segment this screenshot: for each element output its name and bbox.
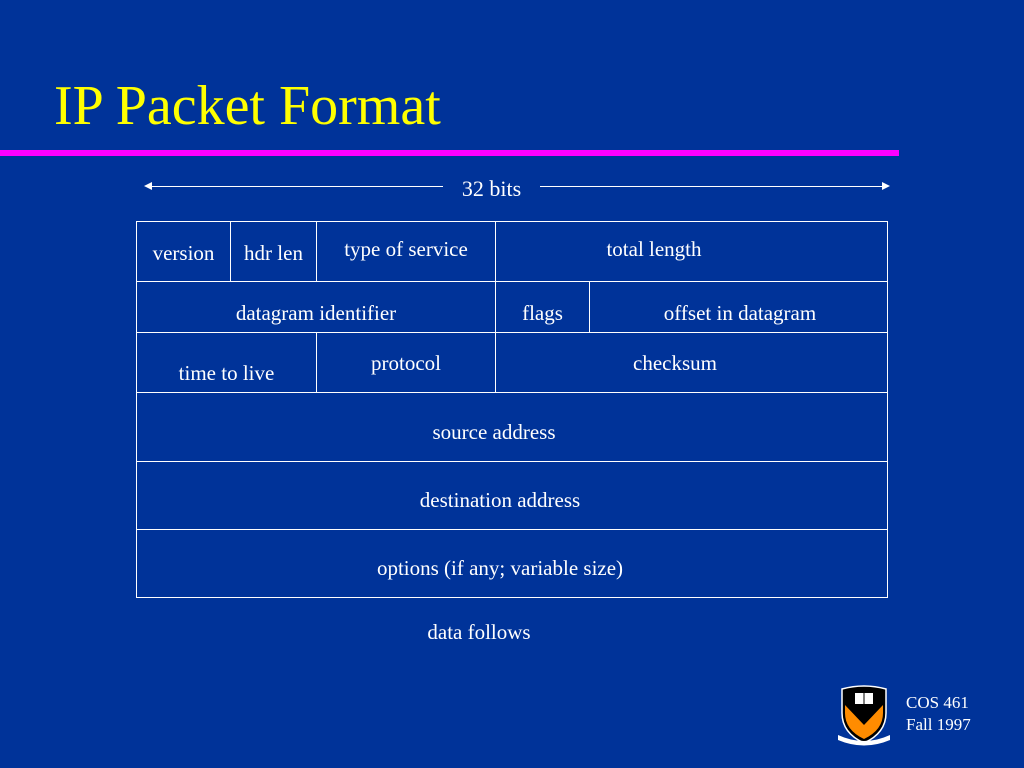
field-protocol-label: protocol bbox=[371, 351, 441, 375]
field-type-of-service bbox=[316, 221, 496, 282]
arrow-right-icon bbox=[882, 182, 890, 190]
field-total-length-label: total length bbox=[606, 237, 702, 261]
field-hdr-len bbox=[230, 221, 317, 282]
field-datagram-identifier bbox=[136, 281, 496, 333]
field-flags bbox=[495, 281, 590, 333]
field-type-of-service-label: type of service bbox=[344, 237, 468, 261]
course-info bbox=[906, 692, 971, 736]
field-version bbox=[136, 221, 231, 282]
field-offset bbox=[589, 281, 888, 333]
field-version-label: version bbox=[152, 241, 215, 265]
data-follows-note: data follows bbox=[427, 620, 531, 644]
field-source-address bbox=[136, 392, 888, 462]
field-hdr-len-label: hdr len bbox=[244, 241, 303, 265]
slide-title: IP Packet Format bbox=[54, 75, 441, 137]
field-datagram-identifier-label: datagram identifier bbox=[235, 301, 397, 325]
course-name: COS 461 bbox=[906, 693, 969, 712]
field-checksum bbox=[495, 332, 888, 393]
field-checksum-label: checksum bbox=[633, 351, 717, 375]
field-destination-address bbox=[136, 461, 888, 530]
width-arrow-right-line bbox=[540, 186, 885, 187]
title-divider bbox=[0, 150, 899, 156]
field-total-length bbox=[495, 221, 888, 282]
field-time-to-live-label: time to live bbox=[178, 361, 275, 385]
field-flags-label: flags bbox=[522, 301, 563, 325]
field-offset-label: offset in datagram bbox=[663, 301, 817, 325]
field-time-to-live bbox=[136, 332, 317, 393]
field-destination-address-label: destination address bbox=[419, 488, 581, 512]
princeton-shield-icon bbox=[834, 683, 894, 747]
field-source-address-label: source address bbox=[432, 420, 556, 444]
width-label: 32 bits bbox=[461, 176, 522, 201]
width-arrow-left-line bbox=[147, 186, 443, 187]
course-term: Fall 1997 bbox=[906, 715, 971, 734]
field-options bbox=[136, 529, 888, 598]
field-options-label: options (if any; variable size) bbox=[376, 556, 624, 580]
field-protocol bbox=[316, 332, 496, 393]
